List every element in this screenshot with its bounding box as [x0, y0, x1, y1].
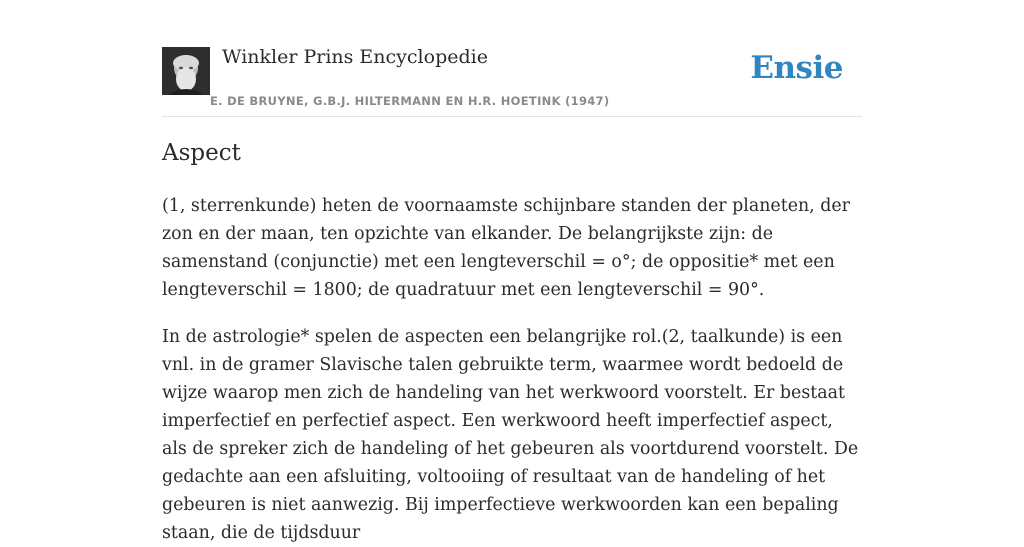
author-portrait [162, 47, 210, 95]
article-paragraph: In de astrologie* spelen de aspecten een belangrijke rol.(2, taalkunde) is een vnl. in de gramer Slavische talen gebruikte term, waarmee wordt bedoeld de wijze waarop men zich de handeling van het werkwoord voorstelt. Er bestaat imperfectief en perfectief aspect. Een werkwoord heeft imperfectief aspect, als de spreker zich de handeling of het gebeuren als voortdurend voorstelt. De gedachte aan een afsluiting, voltooiing of resultaat van de handeling of het gebeuren is niet aanwezig. Bij imperfectieve werkwoorden kan een bepaling staan, die de tijdsduur [162, 327, 859, 543]
source-title[interactable]: Winkler Prins Encyclopedie [222, 46, 488, 68]
brand-logo[interactable]: Ensie [750, 50, 843, 86]
portrait-image [162, 47, 210, 95]
article-container [162, 0, 862, 543]
source-authors: E. DE BRUYNE, G.B.J. HILTERMANN EN H.R. HOETINK (1947) [210, 94, 610, 108]
article-paragraph: (1, sterrenkunde) heten de voornaamste schijnbare standen der planeten, der zon en der maan, ten opzichte van elkander. De belangrijkste zijn: de samenstand (conjunctie) met een lengteverschil = o°; de oppositie* met een lengteverschil = 1800; de quadratuur met een lengteverschil = 90°. [162, 196, 850, 300]
article-title: Aspect [162, 140, 241, 166]
source-header [162, 0, 862, 117]
